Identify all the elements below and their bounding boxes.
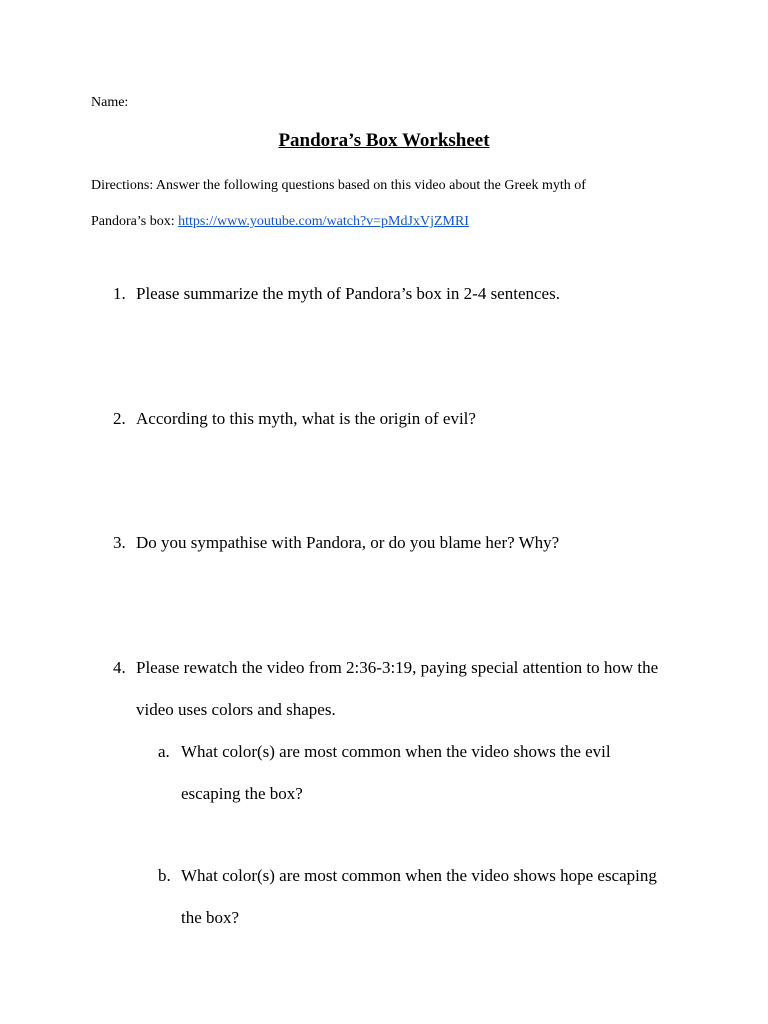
subquestion-text-line-2: the box?: [181, 908, 240, 927]
question-number: 4.: [113, 658, 126, 677]
question-number: 2.: [113, 409, 126, 428]
question-number: 1.: [113, 284, 126, 303]
question-text-line-2: video uses colors and shapes.: [136, 700, 336, 719]
directions-prefix: Pandora’s box:: [91, 214, 179, 229]
subquestion-text-line-1: What color(s) are most common when the video shows the evil: [181, 742, 611, 761]
video-link[interactable]: https://www.youtube.com/watch?v=pMdJxVjZMRI: [178, 214, 469, 229]
subquestion-letter: b.: [158, 866, 171, 885]
subquestion-letter: a.: [158, 742, 170, 761]
question-text: Please summarize the myth of Pandora’s box in 2-4 sentences.: [136, 284, 560, 303]
directions-line-1: Directions: Answer the following questions based on this video about the Greek myth of: [91, 178, 586, 193]
worksheet-title: Pandora’s Box Worksheet: [278, 130, 490, 151]
subquestion-text-line-2: escaping the box?: [181, 784, 303, 803]
question-text: Do you sympathise with Pandora, or do you blame her? Why?: [136, 533, 560, 552]
question-number: 3.: [113, 533, 126, 552]
name-label: Name:: [91, 95, 129, 110]
question-text: According to this myth, what is the origin of evil?: [136, 409, 476, 428]
directions-line-2: [91, 213, 469, 230]
subquestion-text-line-1: What color(s) are most common when the video shows hope escaping: [181, 866, 657, 885]
question-text-line-1: Please rewatch the video from 2:36-3:19, paying special attention to how the: [136, 658, 659, 677]
